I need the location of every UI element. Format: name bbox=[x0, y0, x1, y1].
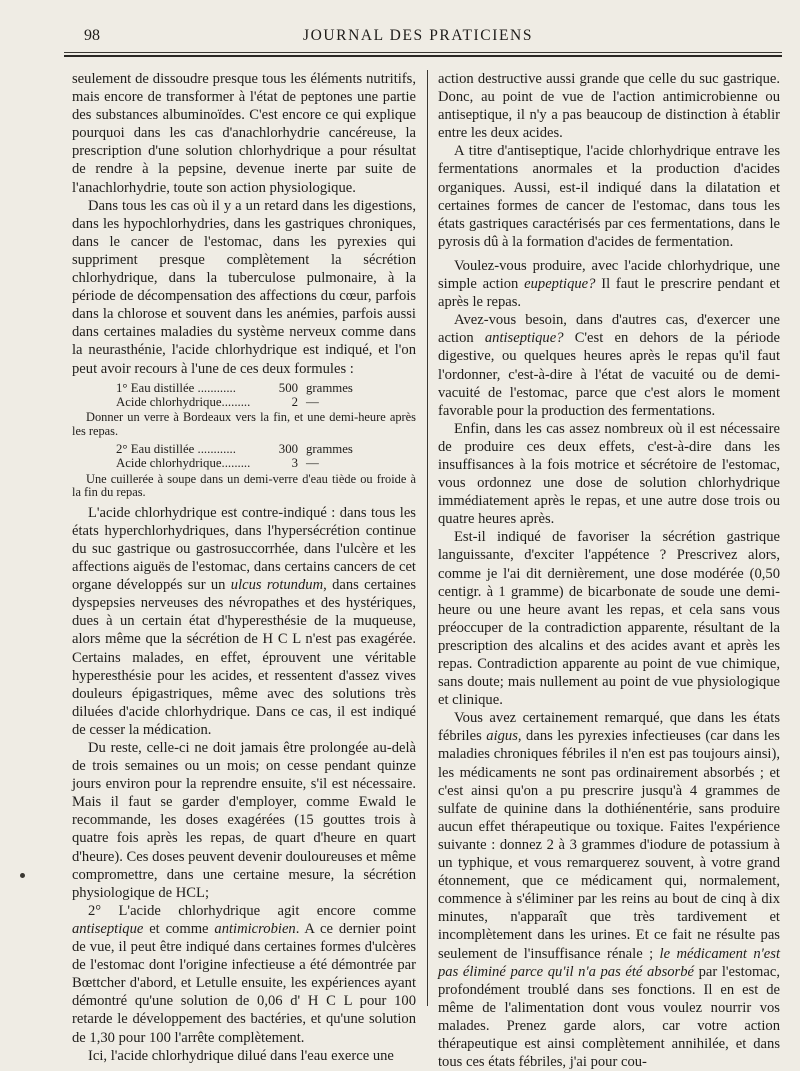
paragraph: Voulez-vous produire, avec l'acide chlorhydrique, une simple action eupeptique? Il faut le prescrire pendant et après le repas. bbox=[438, 257, 780, 311]
formula-row bbox=[72, 456, 416, 470]
formula-ingredient: 2° Eau distillée ............ bbox=[116, 442, 236, 457]
formula-ingredient: Acide chlorhydrique......... bbox=[116, 394, 251, 409]
paragraph: L'acide chlorhydrique est contre-indiqué : dans tous les états hyperchlorhydriques, dans l'hypersécrétion continue du suc gastrique ou gastrosuccorrhée, dans l'ulcère et les affections aiguës de l'estomac, dans certains cancers de cet organe développés sur un ulcus rotundum, dans certaines dyspepsies nerveuses des névropathes et des hystériques, dues à un certain état d'hyperesthésie de la muqueuse, alors même que la sécrétion de H C L n'est pas exagérée. Certains malades, en effet, éprouvent une véritable hyperesthésie pour les acides, et ressentent d'assez vives douleurs épigastriques, même avec des solutions très diluées d'acide chlorhydrique. Dans ce cas, il est indiqué de cesser la médication. bbox=[72, 504, 417, 738]
formula-1 bbox=[72, 381, 416, 409]
right-column bbox=[438, 70, 780, 1071]
formula-2 bbox=[72, 442, 416, 470]
paragraph: Dans tous les cas où il y a un retard dans les digestions, dans les hypochlorhydries, dans les gastriques chroniques, dans le cancer de l'estomac, dans les pyrexies qui suppriment presque complètement la sécrétion chlorhydrique, dans la tuberculose pulmonaire, à la période de décompensation des affections du cœur, parfois dans la chlorose et souvent dans les anémies, parfois aussi dans certaines maladies du système nerveux comme dans la neurasthénie, l'acide chlorhydrique est indiqué, et l'on peut avoir recours à l'une de ces deux formules : bbox=[72, 197, 416, 377]
paragraph: 2° L'acide chlorhydrique agit encore comme antiseptique et comme antimicrobien. A ce dernier point de vue, il peut être indiqué dans certaines formes d'ulcères de l'estomac dont l'origine infectieuse a été démontrée par Bœttcher d'abord, et Letulle ensuite, les expériences ayant démontré qu'une solution de 0,06 d' H C L pour 100 retarde le développement des bactéries, et qu'une solution de 1,30 pour 100 l'arrête complètement. bbox=[72, 902, 416, 1046]
formula-amount: 2 bbox=[291, 394, 298, 409]
paragraph: Avez-vous besoin, dans d'autres cas, d'exercer une action antiseptique? C'est en dehors de la période digestive, ou quelques heures après le repas qu'il faut l'ordonner, c'est-à-dire à l'état de vacuité ou de demi-vacuité de l'estomac, parce que c'est alors le moment favorable pour la production des fermentations. bbox=[438, 312, 780, 419]
header-rule bbox=[64, 52, 782, 53]
formula-row bbox=[72, 442, 416, 456]
formula-ingredient: 1° Eau distillée ............ bbox=[116, 380, 236, 395]
formula-unit: grammes bbox=[306, 380, 353, 395]
running-title: JOURNAL DES PRATICIENS bbox=[302, 27, 534, 44]
left-column bbox=[72, 70, 416, 1065]
formula-ingredient: Acide chlorhydrique......... bbox=[116, 456, 251, 471]
margin-dot bbox=[20, 873, 25, 878]
formula-note: Une cuillerée à soupe dans un demi-verre d'eau tiède ou froide à la fin du repas. bbox=[72, 471, 416, 500]
paragraph: Ici, l'acide chlorhydrique dilué dans l'eau exerce une bbox=[88, 1047, 394, 1064]
formula-unit: — bbox=[306, 456, 319, 471]
paragraph: A titre d'antiseptique, l'acide chlorhydrique entrave les fermentations anormales et la production d'acides organiques. Aussi, est-il indiqué dans la dilatation et certaines formes de cancer de l'estomac, dans tous les états gastriques caractérisés par ces fermentations, dans le pyrosis dû à la formation d'acides de fermentation. bbox=[438, 143, 780, 250]
formula-unit: grammes bbox=[306, 442, 353, 457]
paragraph: seulement de dissoudre presque tous les éléments nutritifs, mais encore de transformer à l'état de peptones une partie des substances albuminoïdes. C'est encore ce qui explique pourquoi dans les cas d'anachlorhydrie cancéreuse, la prescription d'une solution chlorhydrique a pour résultat de rendre à la pepsine, devenue inerte par suite de l'anachlorhydrie, toute son action physiologique. bbox=[72, 71, 416, 196]
paragraph: Enfin, dans les cas assez nombreux où il est nécessaire de produire ces deux effets, c'est-à-dire dans les insuffisances à la fois motrice et sécrétoire de l'estomac, vous ordonnez une dose de solution chlorhydrique immédiatement après le repas, et une autre dose trois ou quatre heures après. bbox=[438, 420, 780, 528]
page-number: 98 bbox=[84, 27, 100, 44]
formula-row bbox=[72, 381, 416, 395]
formula-amount: 3 bbox=[291, 456, 298, 471]
paragraph: Est-il indiqué de favoriser la sécrétion gastrique languissante, d'exciter l'appétence ? Prescrivez alors, comme je l'ai dit dernièrement, une dose modérée (0,50 centigr. à 1 gramme) de bicarbonate de soude une demi-heure ou une heure avant les repas, et cela sans vous préoccuper de la contradiction apparente, résultant de la prescription des alcalins et des acides avant et après les repas. Contradiction apparente au point de vue chimique, sans doute; mais nullement au point de vue physiologique et clinique. bbox=[438, 529, 780, 709]
column-divider bbox=[427, 70, 428, 1006]
formula-row bbox=[72, 395, 416, 409]
header-rule-thick bbox=[64, 55, 782, 57]
formula-unit: — bbox=[306, 394, 319, 409]
formula-amount: 500 bbox=[278, 380, 298, 395]
formula-amount: 300 bbox=[278, 442, 298, 457]
paragraph: Vous avez certainement remarqué, que dans les états fébriles aigus, dans les pyrexies infectieuses (car dans les maladies chroniques fébriles il n'en est pas toujours ainsi), les médicaments ne sont pas ordinairement absorbés ; et c'est ainsi qu'on a pu prescrire jusqu'à 4 grammes de sulfate de quinine dans la dothiénentérie, sans produire aucun effet thérapeutique ou toxique. Faites l'expérience suivante : donnez 2 à 3 grammes d'iodure de potassium à un typhique, et vous remarquerez souvent, à votre grand étonnement, que ce médicament qui, normalement, commence à s'éliminer par les reins au bout de cinq à dix minutes, n'apparaît que très tardivement et incomplètement dans les urines. Et ce fait ne résulte pas seulement de l'insuffisance rénale ; le médicament n'est pas éliminé parce qu'il n'a pas été absorbé par l'estomac, profondément troublé dans ses fonctions. Il en est de même de l'alimentation dont vous voulez nourrir vos malades. Prenez garde alors, car votre action thérapeutique est ainsi complètement annihilée, et dans tous ces états fébriles, j'ai pour cou- bbox=[438, 710, 781, 1071]
formula-note: Donner un verre à Bordeaux vers la fin, et une demi-heure après les repas. bbox=[72, 410, 416, 438]
paragraph: action destructive aussi grande que celle du suc gastrique. Donc, au point de vue de l'action antimicrobienne ou antiseptique, il n'y a pas beaucoup de distinction à établir entre les deux acides. bbox=[438, 71, 780, 142]
paragraph: Du reste, celle-ci ne doit jamais être prolongée au-delà de trois semaines ou un mois; on cesse pendant quinze jours environ pour la reprendre ensuite, s'il est nécessaire. Mais il faut se garder d'employer, comme Ewald le recommande, les doses exagérées (15 gouttes trois à quatre fois après les repas, de quart d'heure en quart d'heure). Ces doses peuvent devenir douloureuses et même compromettre, dans une certaine mesure, la sécrétion physiologique de HCL; bbox=[72, 740, 416, 901]
page-header bbox=[58, 27, 778, 49]
